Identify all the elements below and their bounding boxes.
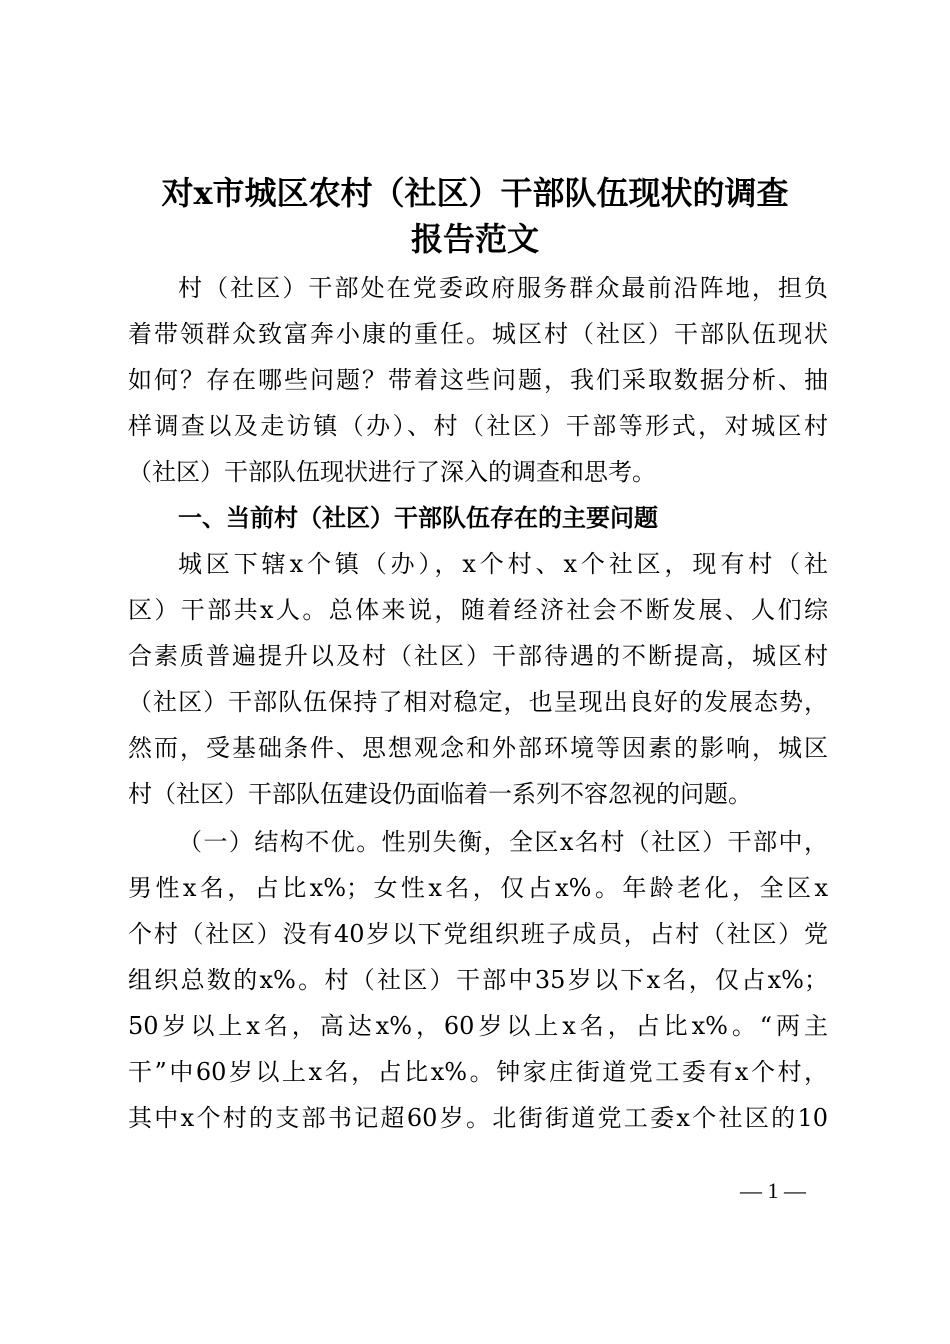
- page-number: — 1 —: [740, 1178, 806, 1203]
- text-line: 如何？存在哪些问题？带着这些问题，我们采取数据分析、抽: [128, 366, 828, 394]
- section-heading: 一、当前村（社区）干部队伍存在的主要问题: [178, 503, 658, 532]
- text-line: 其中x个村的支部书记超60岁。北街街道党工委x个社区的10: [128, 1104, 828, 1132]
- text-line: 然而，受基础条件、思想观念和外部环境等因素的影响，城区: [128, 734, 828, 762]
- text-line: 城区下辖x个镇（办），x个村、x个社区，现有村（社: [178, 550, 828, 578]
- text-line: 村（社区）干部处在党委政府服务群众最前沿阵地，担负: [178, 274, 828, 302]
- document-title-line-2: 报告范文: [410, 220, 539, 258]
- text-line: 干”中60岁以上x名，占比x%。钟家庄街道党工委有x个村，: [128, 1058, 828, 1086]
- text-line: 男性x名，占比x%；女性x名，仅占x%。年龄老化，全区x: [128, 874, 828, 902]
- text-line: 50岁以上x名，高达x%，60岁以上x名，占比x%。“两主: [128, 1012, 828, 1040]
- document-title-line-1: 对x市城区农村（社区）干部队伍现状的调查: [161, 174, 789, 212]
- text-line: 样调查以及走访镇（办）、村（社区）干部等形式，对城区村: [128, 412, 828, 440]
- text-line: 着带领群众致富奔小康的重任。城区村（社区）干部队伍现状: [128, 320, 828, 348]
- text-line: 个村（社区）没有40岁以下党组织班子成员，占村（社区）党: [128, 920, 828, 948]
- text-line: 村（社区）干部队伍建设仍面临着一系列不容忽视的问题。: [128, 780, 752, 808]
- text-line: 组织总数的x%。村（社区）干部中35岁以下x名，仅占x%；: [128, 966, 828, 994]
- text-line: 区）干部共x人。总体来说，随着经济社会不断发展、人们综: [128, 596, 828, 624]
- text-line: （社区）干部队伍现状进行了深入的调查和思考。: [128, 458, 656, 486]
- text-line: （一）结构不优。性别失衡，全区x名村（社区）干部中，: [178, 828, 828, 856]
- text-line: 合素质普遍提升以及村（社区）干部待遇的不断提高，城区村: [128, 642, 828, 670]
- text-line: （社区）干部队伍保持了相对稳定，也呈现出良好的发展态势，: [128, 688, 828, 716]
